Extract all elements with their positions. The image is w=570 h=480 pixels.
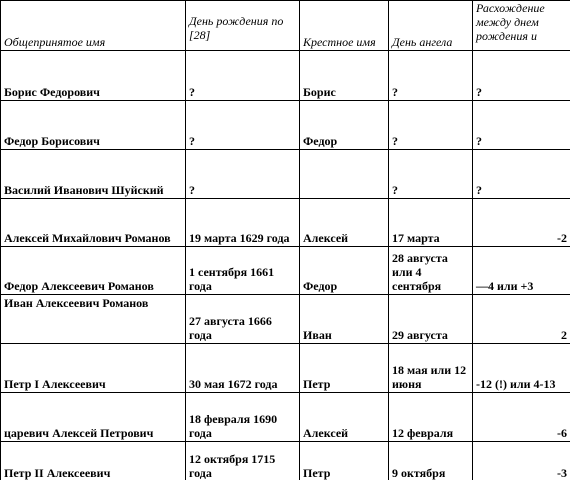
cell-common-name: Федор Алексеевич Романов xyxy=(1,247,186,295)
header-baptismal-name: Крестное имя xyxy=(300,1,389,51)
cell-angel-day: 18 мая или 12 июня xyxy=(389,344,473,393)
cell-baptismal-name: Алексей xyxy=(300,199,389,247)
cell-birthday: ? xyxy=(186,150,300,199)
cell-angel-day: 9 октября xyxy=(389,442,473,480)
cell-difference: -2 xyxy=(473,199,570,247)
cell-difference: 2 xyxy=(473,295,570,344)
table-row xyxy=(1,51,570,101)
cell-difference: -6 xyxy=(473,393,570,442)
cell-common-name: Петр I Алексеевич xyxy=(1,344,186,393)
table-row xyxy=(1,247,570,295)
cell-baptismal-name: Алексей xyxy=(300,393,389,442)
cell-baptismal-name: Федор xyxy=(300,101,389,150)
cell-common-name: Алексей Михайлович Романов xyxy=(1,199,186,247)
cell-common-name: Петр II Алексеевич xyxy=(1,442,186,480)
cell-angel-day: 12 февраля xyxy=(389,393,473,442)
cell-difference: —4 или +3 xyxy=(473,247,570,295)
header-birthday: День рождения по [28] xyxy=(186,1,300,51)
cell-common-name: Иван Алексеевич Романов xyxy=(1,295,186,344)
cell-birthday: 18 февраля 1690 года xyxy=(186,393,300,442)
cell-birthday: ? xyxy=(186,101,300,150)
cell-birthday: 27 августа 1666 года xyxy=(186,295,300,344)
header-angel-day: День ангела xyxy=(389,1,473,51)
cell-difference: ? xyxy=(473,101,570,150)
cell-difference: -3 xyxy=(473,442,570,480)
header-difference: Расхождение между днем рождения и xyxy=(473,1,570,51)
cell-baptismal-name xyxy=(300,150,389,199)
cell-difference: ? xyxy=(473,51,570,101)
cell-baptismal-name: Борис xyxy=(300,51,389,101)
cell-baptismal-name: Иван xyxy=(300,295,389,344)
cell-angel-day: 29 августа xyxy=(389,295,473,344)
table-row xyxy=(1,442,570,480)
cell-difference: ? xyxy=(473,150,570,199)
cell-common-name: Борис Федорович xyxy=(1,51,186,101)
table-row xyxy=(1,101,570,150)
table-row xyxy=(1,150,570,199)
cell-birthday: ? xyxy=(186,51,300,101)
cell-angel-day: ? xyxy=(389,150,473,199)
cell-birthday: 12 октября 1715 года xyxy=(186,442,300,480)
cell-birthday: 30 мая 1672 года xyxy=(186,344,300,393)
cell-common-name: царевич Алексей Петрович xyxy=(1,393,186,442)
cell-angel-day: ? xyxy=(389,51,473,101)
cell-angel-day: 28 августа или 4 сентября xyxy=(389,247,473,295)
table-row xyxy=(1,344,570,393)
cell-birthday: 1 сентября 1661 года xyxy=(186,247,300,295)
cell-angel-day: 17 марта xyxy=(389,199,473,247)
table-row xyxy=(1,199,570,247)
header-common-name: Общепринятое имя xyxy=(1,1,186,51)
cell-common-name: Василий Иванович Шуйский xyxy=(1,150,186,199)
table-row xyxy=(1,393,570,442)
cell-birthday: 19 марта 1629 года xyxy=(186,199,300,247)
cell-angel-day: ? xyxy=(389,101,473,150)
cell-baptismal-name: Петр xyxy=(300,442,389,480)
header-row xyxy=(1,1,570,51)
table-row xyxy=(1,295,570,344)
cell-common-name: Федор Борисович xyxy=(1,101,186,150)
cell-baptismal-name: Петр xyxy=(300,344,389,393)
cell-baptismal-name: Федор xyxy=(300,247,389,295)
cell-difference: -12 (!) или 4-13 xyxy=(473,344,570,393)
